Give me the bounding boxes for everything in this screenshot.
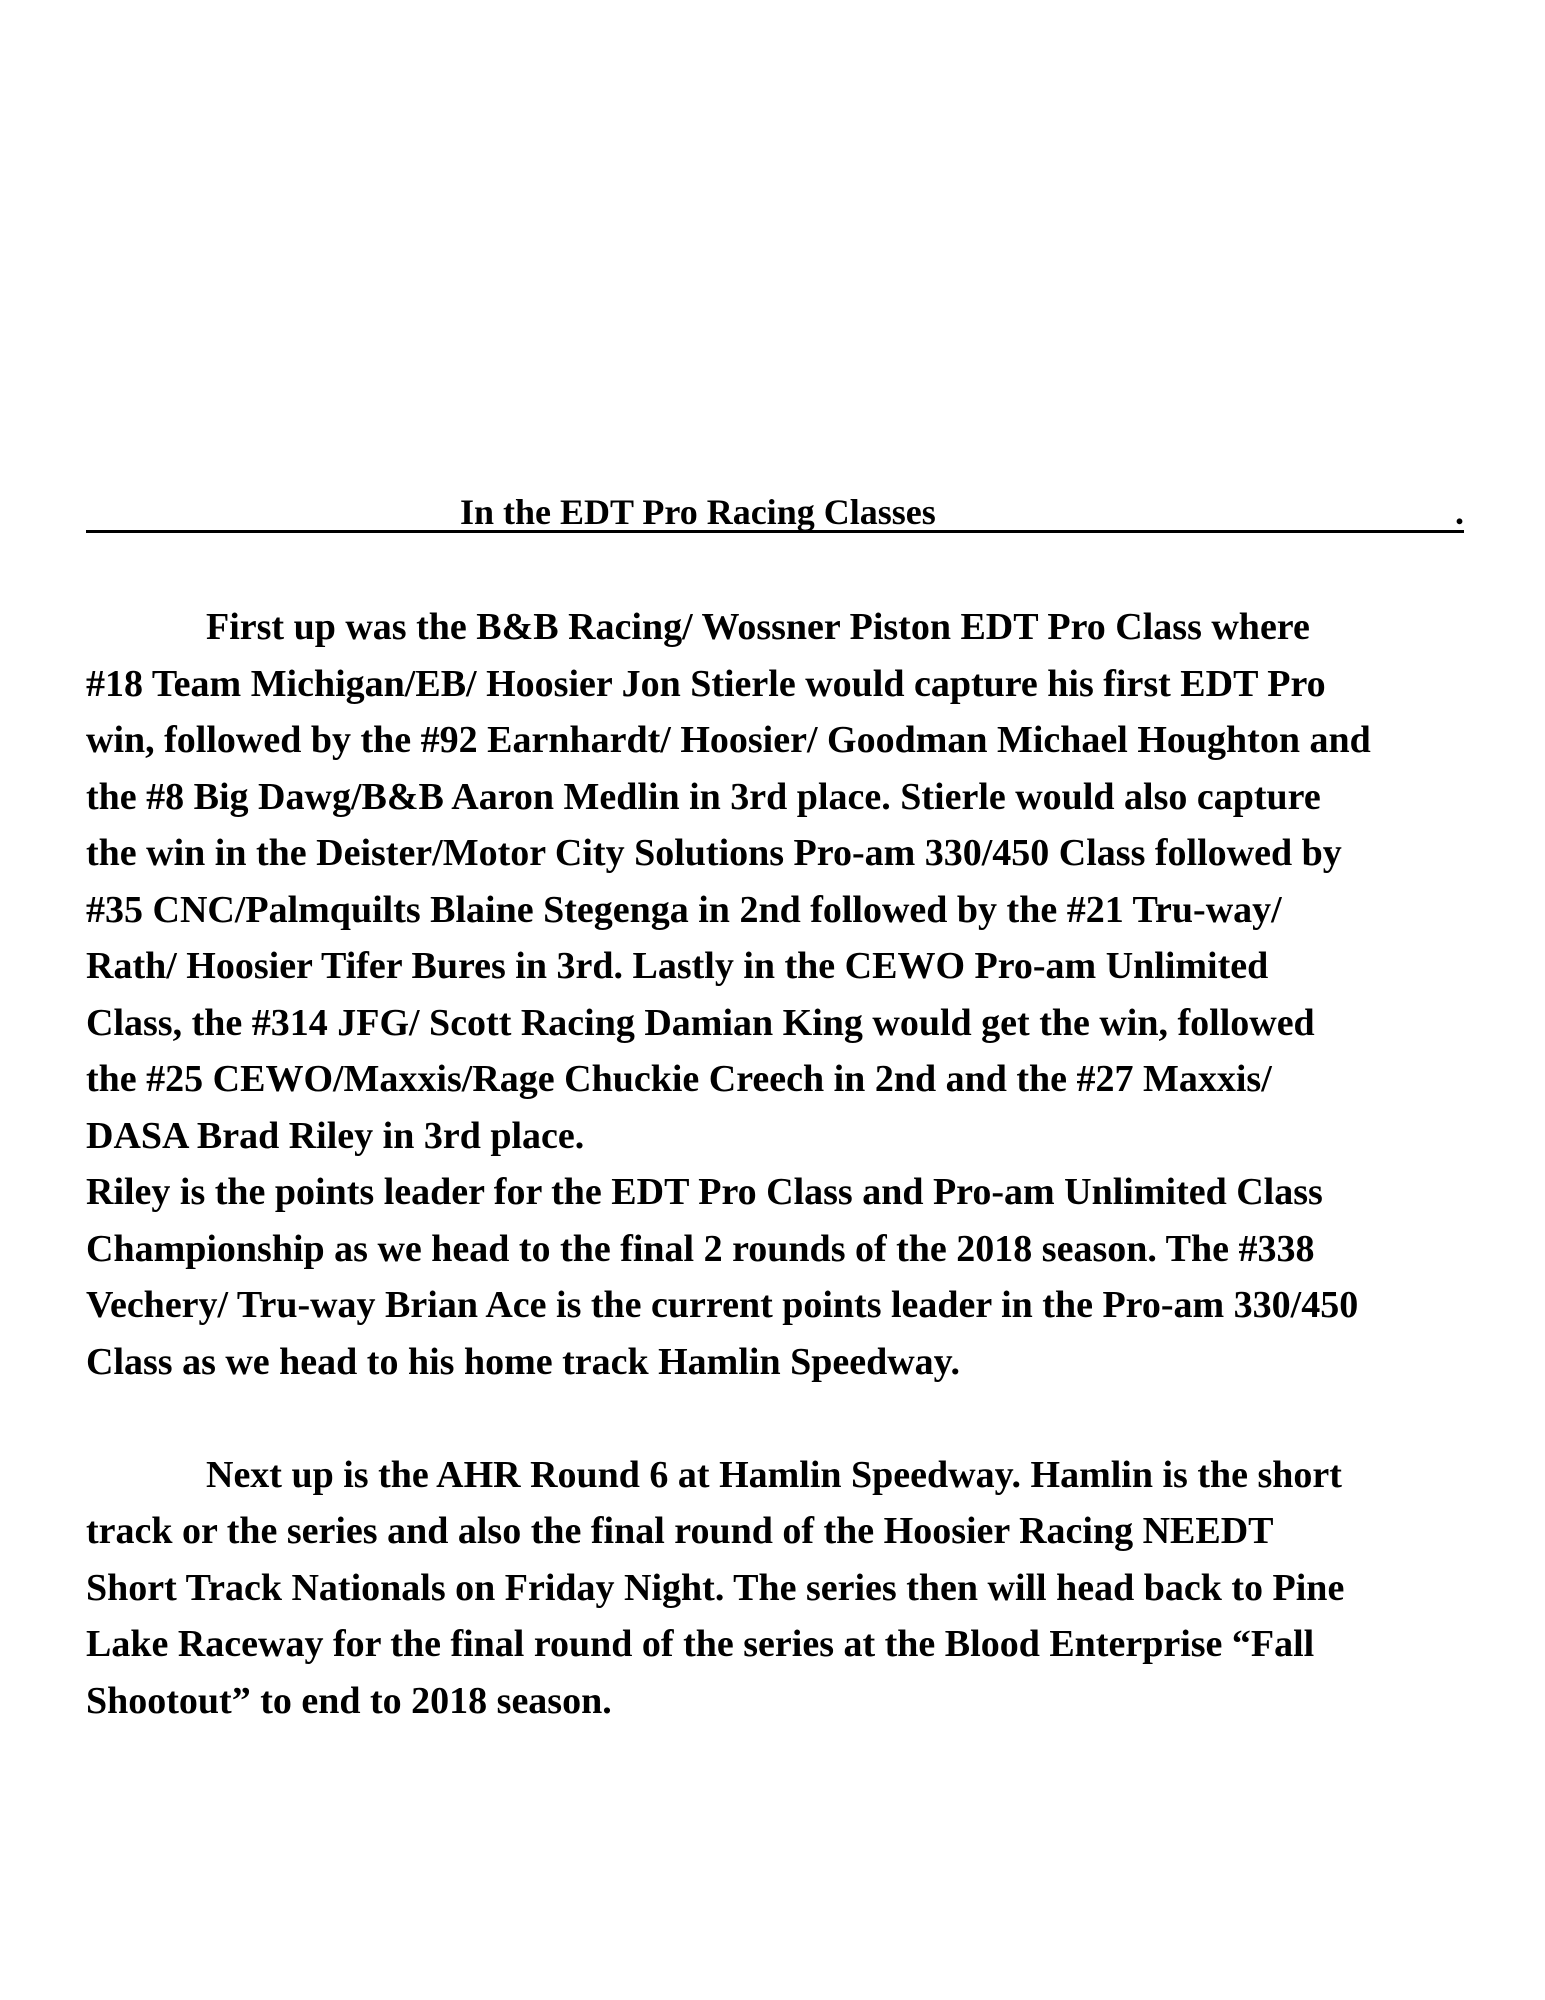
article-body	[86, 599, 1486, 1729]
paragraph-first-up	[86, 599, 1486, 1164]
heading-title: In the EDT Pro Racing Classes	[460, 492, 936, 532]
text-line: the #8 Big Dawg/B&B Aaron Medlin in 3rd place. Stierle would also capture	[86, 775, 1321, 818]
text-line: Shootout” to end to 2018 season.	[86, 1679, 612, 1722]
text-line: track or the series and also the final round of the Hoosier Racing NEEDT	[86, 1510, 1274, 1552]
text-line: win, followed by the #92 Earnhardt/ Hoosier/ Goodman Michael Houghton and	[86, 719, 1371, 761]
text-line: Short Track Nationals on Friday Night. The series then will head back to Pine	[86, 1566, 1345, 1609]
text-line: Class as we head to his home track Hamlin Speedway.	[86, 1340, 961, 1383]
text-line: Championship as we head to the final 2 rounds of the 2018 season. The #338	[86, 1227, 1315, 1270]
text-line: First up was the B&B Racing/ Wossner Piston EDT Pro Class where	[206, 606, 1310, 648]
text-line: the #25 CEWO/Maxxis/Rage Chuckie Creech in 2nd and the #27 Maxxis/	[86, 1058, 1272, 1100]
text-line: #35 CNC/Palmquilts Blaine Stegenga in 2nd followed by the #21 Tru-way/	[86, 888, 1282, 931]
text-line: Class, the #314 JFG/ Scott Racing Damian King would get the win, followed	[86, 1001, 1315, 1044]
text-line: DASA Brad Riley in 3rd place.	[86, 1114, 585, 1157]
text-line: Vechery/ Tru-way Brian Ace is the current points leader in the Pro-am 330/450	[86, 1284, 1359, 1326]
paragraph-next-up	[86, 1447, 1486, 1730]
text-line: Rath/ Hoosier Tifer Bures in 3rd. Lastly in the CEWO Pro-am Unlimited	[86, 945, 1269, 987]
text-line: Riley is the points leader for the EDT Pro Class and Pro-am Unlimited Class	[86, 1171, 1323, 1213]
text-line: Next up is the AHR Round 6 at Hamlin Speedway. Hamlin is the short	[206, 1453, 1342, 1496]
paragraph-points-leaders	[86, 1164, 1486, 1390]
text-line: Lake Raceway for the final round of the series at the Blood Enterprise “Fall	[86, 1623, 1315, 1665]
section-heading	[86, 486, 1464, 533]
text-line: #18 Team Michigan/EB/ Hoosier Jon Stierle would capture his first EDT Pro	[86, 662, 1326, 705]
heading-trailing-period: .	[1455, 492, 1464, 532]
text-line: the win in the Deister/Motor City Solutions Pro-am 330/450 Class followed by	[86, 832, 1342, 874]
paragraph-spacer	[86, 1390, 1486, 1447]
